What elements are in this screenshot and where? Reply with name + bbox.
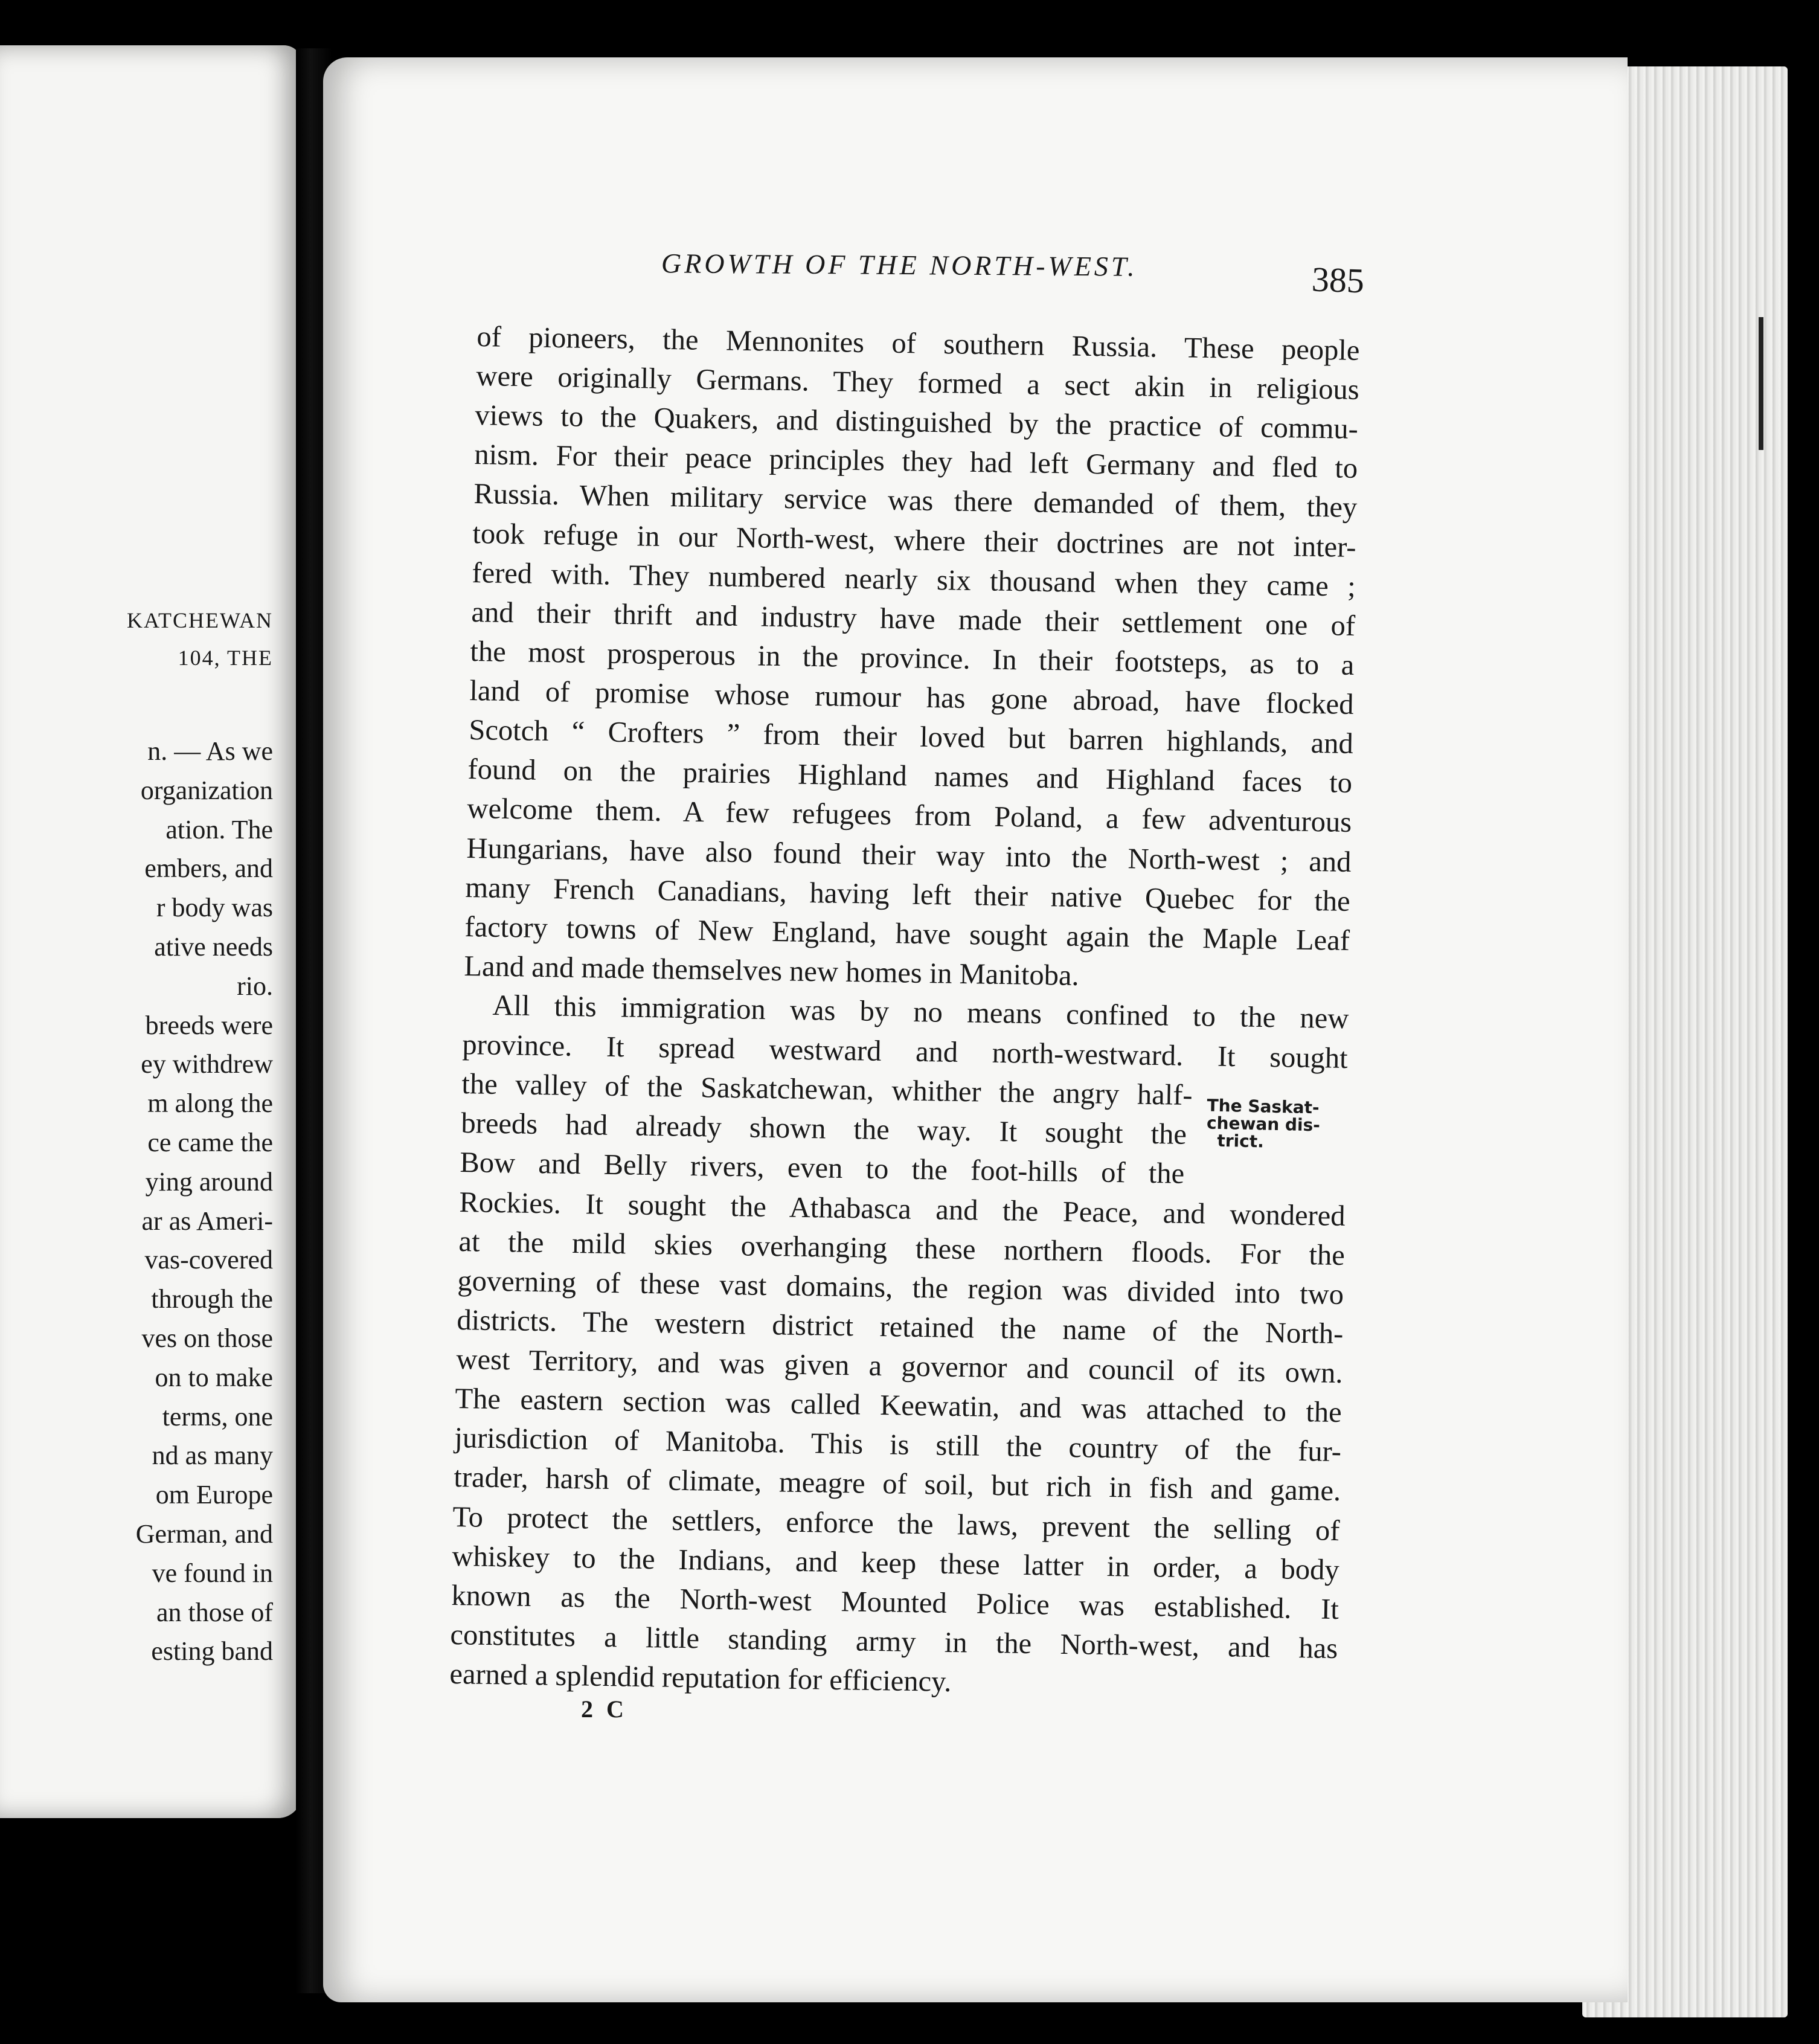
left-text-line: ative needs: [154, 932, 273, 962]
left-text-line: ar as Ameri-: [141, 1206, 273, 1236]
body-line: the valley of the Saskatchewan, whither the angry half-: [461, 1068, 1193, 1112]
left-text-line: ce came the: [147, 1128, 273, 1157]
body-line: Scotch “ Crofters ” from their loved but barren highlands, and: [468, 714, 1353, 760]
signature-mark: 2 C: [581, 1695, 627, 1723]
left-text-line: through the: [151, 1284, 273, 1314]
left-text-line: rio.: [237, 971, 273, 1001]
left-text-line: vas-covered: [144, 1245, 273, 1275]
left-text-line: r body was: [156, 893, 273, 923]
left-text-line: embers, and: [144, 853, 273, 884]
body-line: factory towns of New England, have sought again the Maple Leaf: [464, 910, 1350, 957]
body-line: fered with. They numbered nearly six thousand when they came ;: [472, 556, 1356, 603]
body-line: earned a splendid reputation for efficiency.: [449, 1657, 952, 1699]
body-line: the most prosperous in the province. In their footsteps, as to a: [470, 635, 1355, 681]
body-line: Hungarians, have also found their way into the North-west ; and: [466, 832, 1352, 878]
left-text-line: German, and: [135, 1519, 273, 1549]
body-line: The eastern section was called Keewatin, and was attached to the: [455, 1383, 1343, 1429]
body-line: trader, harsh of climate, meagre of soil, but rich in fish and game.: [453, 1461, 1341, 1508]
left-text-line: om Europe: [155, 1480, 273, 1510]
left-text-line: organization: [140, 775, 273, 805]
body-line: Bow and Belly rivers, even to the foot-hills of the: [460, 1146, 1185, 1191]
left-text-line: an those of: [156, 1597, 273, 1627]
body-line: welcome them. A few refugees from Poland, a few adventurous: [467, 792, 1352, 839]
left-text-line: breeds were: [145, 1010, 273, 1040]
page-number: 385: [1311, 259, 1365, 301]
body-line: views to the Quakers, and distinguished by the practice of commu-: [475, 399, 1359, 446]
body-line: districts. The western district retained the name of the North-: [457, 1303, 1344, 1350]
body-line: jurisdiction of Manitoba. This is still the country of the fur-: [454, 1422, 1342, 1468]
body-line: took refuge in our North-west, where their doctrines are not inter-: [472, 517, 1357, 564]
body-line: and their thrift and industry have made their settlement one of: [470, 596, 1356, 642]
body-line: land of promise whose rumour has gone abroad, have flocked: [469, 675, 1354, 721]
body-line: many French Canadians, having left their native Quebec for the: [465, 871, 1351, 918]
margin-sidenote: [1206, 1096, 1352, 1152]
body-line: nism. For their peace principles they had left Germany and fled to: [474, 439, 1358, 485]
body-line: known as the North-west Mounted Police was established. It: [451, 1579, 1339, 1625]
sidenote-line: chewan dis-: [1206, 1113, 1321, 1136]
running-head: GROWTH OF THE NORTH-WEST.: [661, 248, 1138, 282]
left-text-line: on to make: [155, 1362, 273, 1392]
body-line: breeds had already shown the way. It sought the: [460, 1107, 1187, 1151]
body-line: province. It spread westward and north-westward. It sought: [462, 1029, 1349, 1075]
body-line: Rockies. It sought the Athabasca and the Peace, and wondered: [458, 1186, 1346, 1232]
body-line: To protect the settlers, enforce the laws, prevent the selling of: [452, 1500, 1341, 1547]
body-line: west Territory, and was given a governor and council of its own.: [455, 1343, 1343, 1390]
body-line: were originally Germans. They formed a sect akin in religious: [475, 360, 1359, 407]
body-line: All this immigration was by no means confined to the new: [492, 989, 1349, 1035]
left-text-line: ve found in: [152, 1558, 273, 1588]
body-line: found on the prairies Highland names and Highland faces to: [467, 753, 1353, 800]
left-text-line: n. — As we: [147, 736, 273, 766]
left-text-line: ey withdrew: [141, 1049, 273, 1079]
body-line: governing of these vast domains, the region was divided into two: [457, 1264, 1344, 1311]
left-heading-line: KATCHEWAN: [127, 608, 273, 632]
body-line: Land and made themselves new homes in Manitoba.: [463, 950, 1079, 992]
left-text-line: esting band: [151, 1636, 273, 1666]
body-line: whiskey to the Indians, and keep these latter in order, a body: [452, 1540, 1340, 1586]
sidenote-line: trict.: [1217, 1130, 1265, 1152]
left-heading-line: 104, THE: [178, 646, 273, 670]
sidenote-line: The Saskat-: [1207, 1095, 1320, 1118]
body-line: constitutes a little standing army in the North-west, and has: [450, 1618, 1338, 1665]
left-text-line: nd as many: [152, 1441, 273, 1471]
left-text-line: ation. The: [165, 814, 273, 844]
left-text-line: m along the: [147, 1088, 273, 1119]
left-text-line: ves on those: [141, 1323, 273, 1353]
left-text-line: ying around: [145, 1166, 273, 1197]
body-line: Russia. When military service was there demanded of them, they: [473, 478, 1358, 524]
body-line: at the mild skies overhanging these northern floods. For the: [458, 1225, 1345, 1271]
left-text-line: terms, one: [162, 1401, 273, 1432]
body-line: of pioneers, the Mennonites of southern Russia. These people: [476, 320, 1360, 367]
